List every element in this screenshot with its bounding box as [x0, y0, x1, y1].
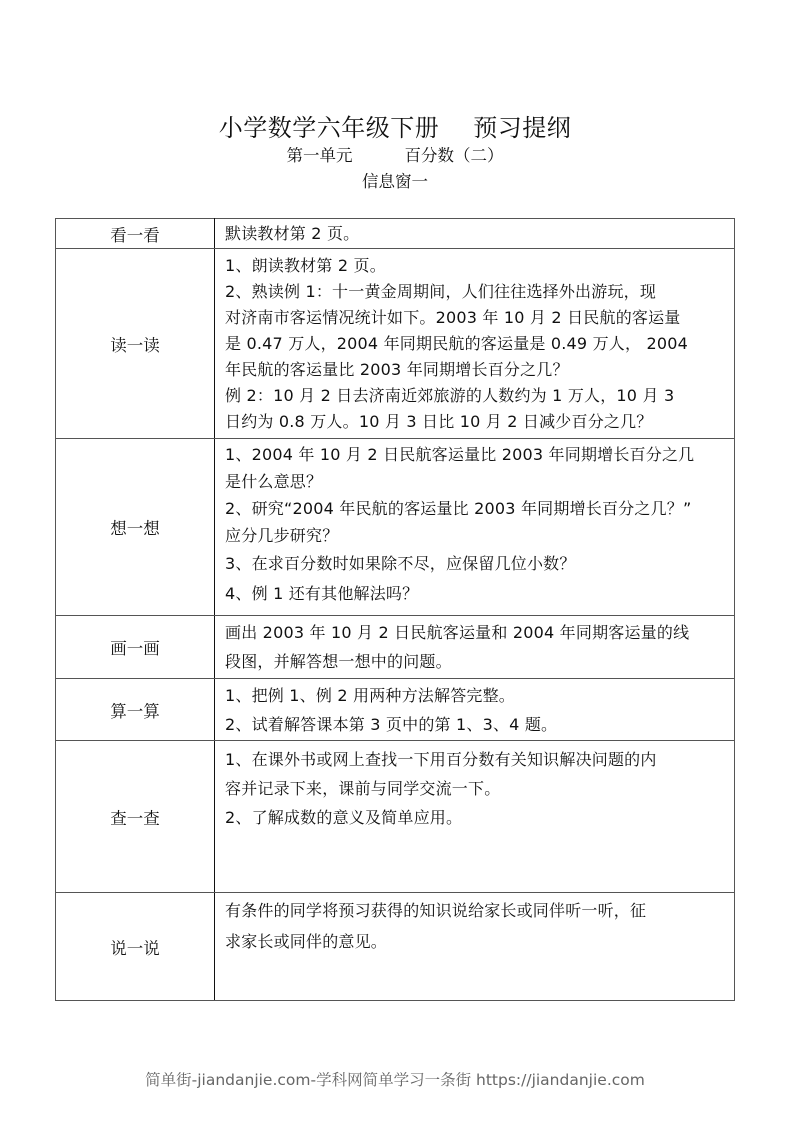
table-row-speak [56, 893, 735, 1001]
content-line: 3、在求百分数时如果除不尽，应保留几位小数？ [225, 554, 576, 573]
row-content [215, 219, 735, 249]
content-line: 容并记录下来，课前与同学交流一下。 [225, 779, 501, 798]
content-line: 2、熟读例 1：十一黄金周期间，人们往往选择外出游玩，现 [225, 282, 657, 301]
content-line: 1、朗读教材第 2 页。 [225, 256, 386, 275]
content-line: 默读教材第 2 页。 [225, 224, 360, 243]
content-line: 日约为 0.8 万人。10 月 3 日比 10 月 2 日减少百分之几？ [225, 412, 653, 431]
row-content [215, 893, 735, 1001]
table-row-draw [56, 616, 735, 679]
content-line: 年民航的客运量比 2003 年同期增长百分之几？ [225, 360, 569, 379]
table-row-think [56, 439, 735, 616]
unit-heading [0, 144, 790, 168]
content-line: 1、在课外书或网上查找一下用百分数有关知识解决问题的内 [225, 750, 657, 769]
section-heading: 信息窗一 [362, 172, 428, 191]
footer-watermark: 简单街-jiandanjie.com-学科网简单学习一条街 https://jiandanjie.com [145, 1071, 645, 1089]
content-line: 2、研究“2004 年民航的客运量比 2003 年同期增长百分之几？” [225, 499, 692, 518]
row-content [215, 616, 735, 679]
row-label: 查一查 [56, 741, 215, 893]
topic-label: 百分数（二） [404, 146, 504, 165]
content-line: 例 2：10 月 2 日去济南近郊旅游的人数约为 1 万人，10 月 3 [225, 386, 675, 405]
row-content [215, 741, 735, 893]
content-line: 画出 2003 年 10 月 2 日民航客运量和 2004 年同期客运量的线 [225, 623, 690, 642]
content-line: 1、2004 年 10 月 2 日民航客运量比 2003 年同期增长百分之几 [225, 445, 695, 464]
content-line: 4、例 1 还有其他解法吗？ [225, 584, 419, 603]
row-content [215, 249, 735, 439]
content-line: 2、试着解答课本第 3 页中的第 1、3、4 题。 [225, 715, 558, 734]
preview-outline-table [55, 218, 735, 1001]
title-suffix: 预习提纲 [473, 114, 572, 142]
content-line: 段图，并解答想一想中的问题。 [225, 652, 452, 671]
content-line: 是什么意思？ [225, 472, 323, 491]
row-label: 读一读 [56, 249, 215, 439]
table-row-calculate [56, 679, 735, 741]
content-line: 2、了解成数的意义及简单应用。 [225, 808, 463, 827]
row-content [215, 679, 735, 741]
content-line: 应分几步研究？ [225, 526, 339, 545]
content-line: 求家长或同伴的意见。 [225, 932, 388, 951]
row-label: 想一想 [56, 439, 215, 616]
row-label: 算一算 [56, 679, 215, 741]
table-row-look [56, 219, 735, 249]
table-row-read [56, 249, 735, 439]
row-label: 画一画 [56, 616, 215, 679]
table-row-research [56, 741, 735, 893]
document-title [0, 112, 790, 144]
content-line: 是 0.47 万人，2004 年同期民航的客运量是 0.49 万人， 2004 [225, 334, 689, 353]
content-line: 对济南市客运情况统计如下。2003 年 10 月 2 日民航的客运量 [225, 308, 681, 327]
title-main: 小学数学六年级下册 [218, 114, 440, 142]
row-label: 看一看 [56, 219, 215, 249]
row-label: 说一说 [56, 893, 215, 1001]
unit-label: 第一单元 [286, 146, 353, 165]
row-content [215, 439, 735, 616]
content-line: 1、把例 1、例 2 用两种方法解答完整。 [225, 686, 515, 705]
content-line: 有条件的同学将预习获得的知识说给家长或同伴听一听，征 [225, 901, 647, 920]
